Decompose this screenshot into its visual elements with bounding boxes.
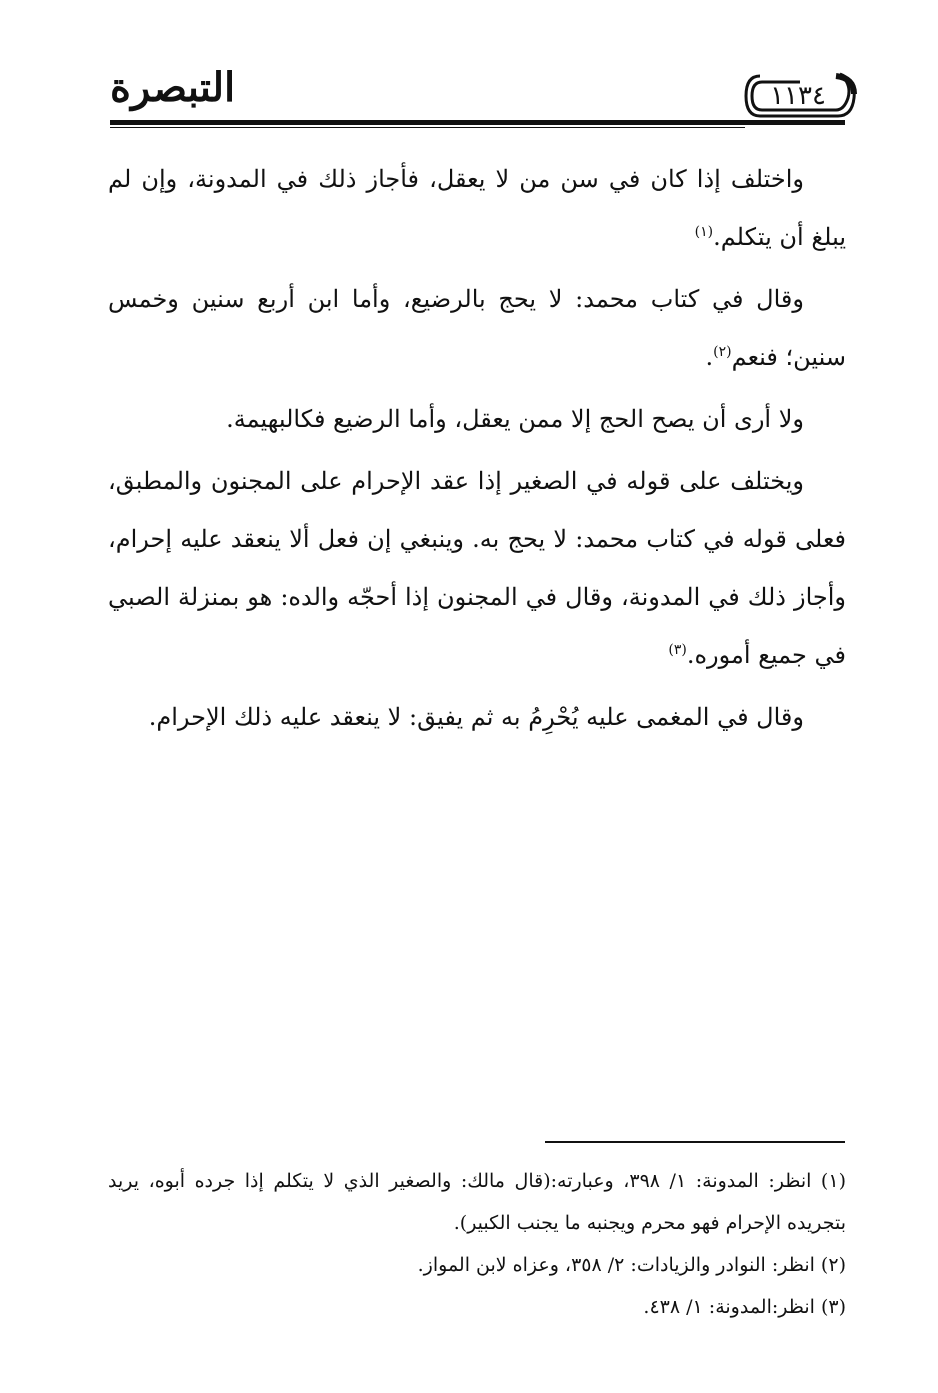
header-rule-thick [110, 120, 845, 125]
page-number: ١١٣٤ [770, 81, 826, 111]
footnote-ref: (٢) [713, 344, 732, 360]
footnote: (٢) انظر: النوادر والزيادات: ٢/ ٣٥٨، وعزاه لابن المواز. [417, 1254, 846, 1276]
footnote: (١) انظر: المدونة: ١/ ٣٩٨، وعبارته:(قال مالك: والصغير الذي لا يتكلم إذا جرده أبوه، يريد بتجريده الإحرام فهو محرم ويجنبه ما يجنب الكبير). [108, 1170, 846, 1234]
header-rule-thin [110, 127, 745, 128]
paragraph-text: واختلف إذا كان في سن من لا يعقل، فأجاز ذلك في المدونة، وإن لم يبلغ أن يتكلم. [108, 165, 846, 251]
paragraph [108, 270, 846, 386]
paragraph [108, 150, 846, 266]
paragraph-text: وقال في المغمى عليه يُحْرِمُ به ثم يفيق: لا ينعقد عليه ذلك الإحرام. [148, 703, 804, 731]
footnote-ref: (٣) [668, 642, 687, 658]
paragraph-text: وقال في كتاب محمد: لا يحج بالرضيع، وأما ابن أربع سنين وخمس سنين؛ فنعم [108, 285, 846, 371]
page-number-frame [740, 70, 858, 122]
paragraph-tail: . [705, 343, 714, 371]
paragraph-text: ويختلف على قوله في الصغير إذا عقد الإحرام على المجنون والمطبق، فعلى قوله في كتاب محمد: لا يحج به. وينبغي إن فعل ألا ينعقد عليه إحرام، وأجاز ذلك في المدونة، وقال في المجنون إذا أحجّه والده: هو بمنزلة الصبي في جميع أموره. [108, 467, 846, 669]
footnote-ref: (١) [694, 224, 714, 240]
paragraph [108, 452, 846, 684]
running-head-title: التبصرة [110, 64, 236, 111]
paragraph [108, 390, 846, 448]
main-text [108, 150, 846, 750]
footnote-separator [545, 1141, 845, 1143]
paragraph [108, 688, 846, 746]
footnote: (٣) انظر:المدونة: ١/ ٤٣٨. [643, 1296, 846, 1318]
footnotes [108, 1160, 846, 1328]
paragraph-text: ولا أرى أن يصح الحج إلا ممن يعقل، وأما الرضيع فكالبهيمة. [226, 405, 804, 433]
